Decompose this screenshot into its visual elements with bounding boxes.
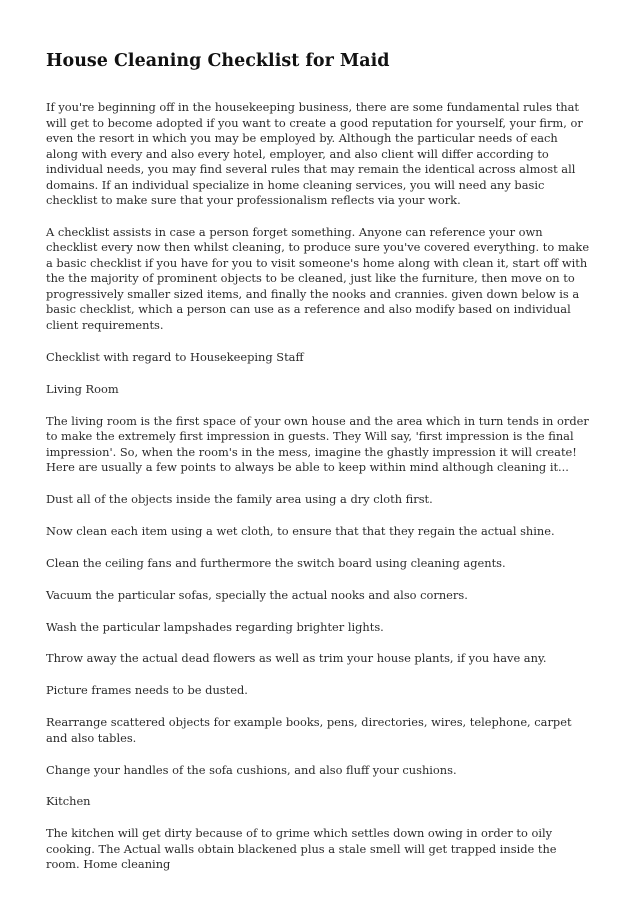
checklist-item: Wash the particular lampshades regarding brighter lights. xyxy=(46,619,384,634)
paragraph-intro: If you're beginning off in the housekeeping business, there are some fundamental rules that will get to become adopted if you want to create a good reputation for yourself, your firm, or even the resort in which you may be employed by. Although the particular needs of each along with every and also every hotel, employer, and also client will differ according to individual needs, you may find several rules that may remain the identical across almost all domains. If an individual specialize in home cleaning services, you will need any basic checklist to make sure that your professionalism reflects via your work. xyxy=(46,100,583,207)
section-heading-checklist: Checklist with regard to Housekeeping Staff xyxy=(46,349,304,364)
section-heading-living-room: Living Room xyxy=(46,381,119,396)
section-heading-kitchen: Kitchen xyxy=(46,794,91,809)
checklist-item: Throw away the actual dead flowers as well as trim your house plants, if you have any. xyxy=(46,651,547,666)
paragraph-checklist-purpose: A checklist assists in case a person forget something. Anyone can reference your own checklist every now then whilst cleaning, to produce sure you've covered everything. to make a basic checklist if you have for you to visit someone's home along with clean it, start off with the the majority of prominent objects to be cleaned, just like the furniture, then move on to progressively smaller sized items, and finally the nooks and crannies. given down below is a basic checklist, which a person can use as a reference and also modify based on individual client requirements. xyxy=(46,224,590,332)
checklist-item: Picture frames needs to be dusted. xyxy=(46,683,248,698)
checklist-item: Now clean each item using a wet cloth, to ensure that that they regain the actual shine. xyxy=(46,523,555,538)
paragraph-living-room-intro: The living room is the first space of your own house and the area which in turn tends in order to make the extremely first impression in guests. They Will say, 'first impression is the final impression'. So, when the room's in the mess, imagine the ghastly impression it will create! Here are usually a few points to always be able to keep within mind although cleaning it... xyxy=(46,413,589,475)
paragraph-kitchen-intro: The kitchen will get dirty because of to grime which settles down owing in order to oily cooking. The Actual walls obtain blackened plus a stale smell will get trapped inside the room. Home cleaning xyxy=(46,826,557,872)
checklist-item: Clean the ceiling fans and furthermore the switch board using cleaning agents. xyxy=(46,555,506,570)
checklist-item: Rearrange scattered objects for example books, pens, directories, wires, telephone, carpet and also tables. xyxy=(46,715,572,745)
checklist-item: Dust all of the objects inside the family area using a dry cloth first. xyxy=(46,491,433,506)
checklist-item: Change your handles of the sofa cushions, and also fluff your cushions. xyxy=(46,762,457,777)
checklist-item: Vacuum the particular sofas, specially the actual nooks and also corners. xyxy=(46,587,468,602)
document-title: House Cleaning Checklist for Maid xyxy=(46,51,390,71)
